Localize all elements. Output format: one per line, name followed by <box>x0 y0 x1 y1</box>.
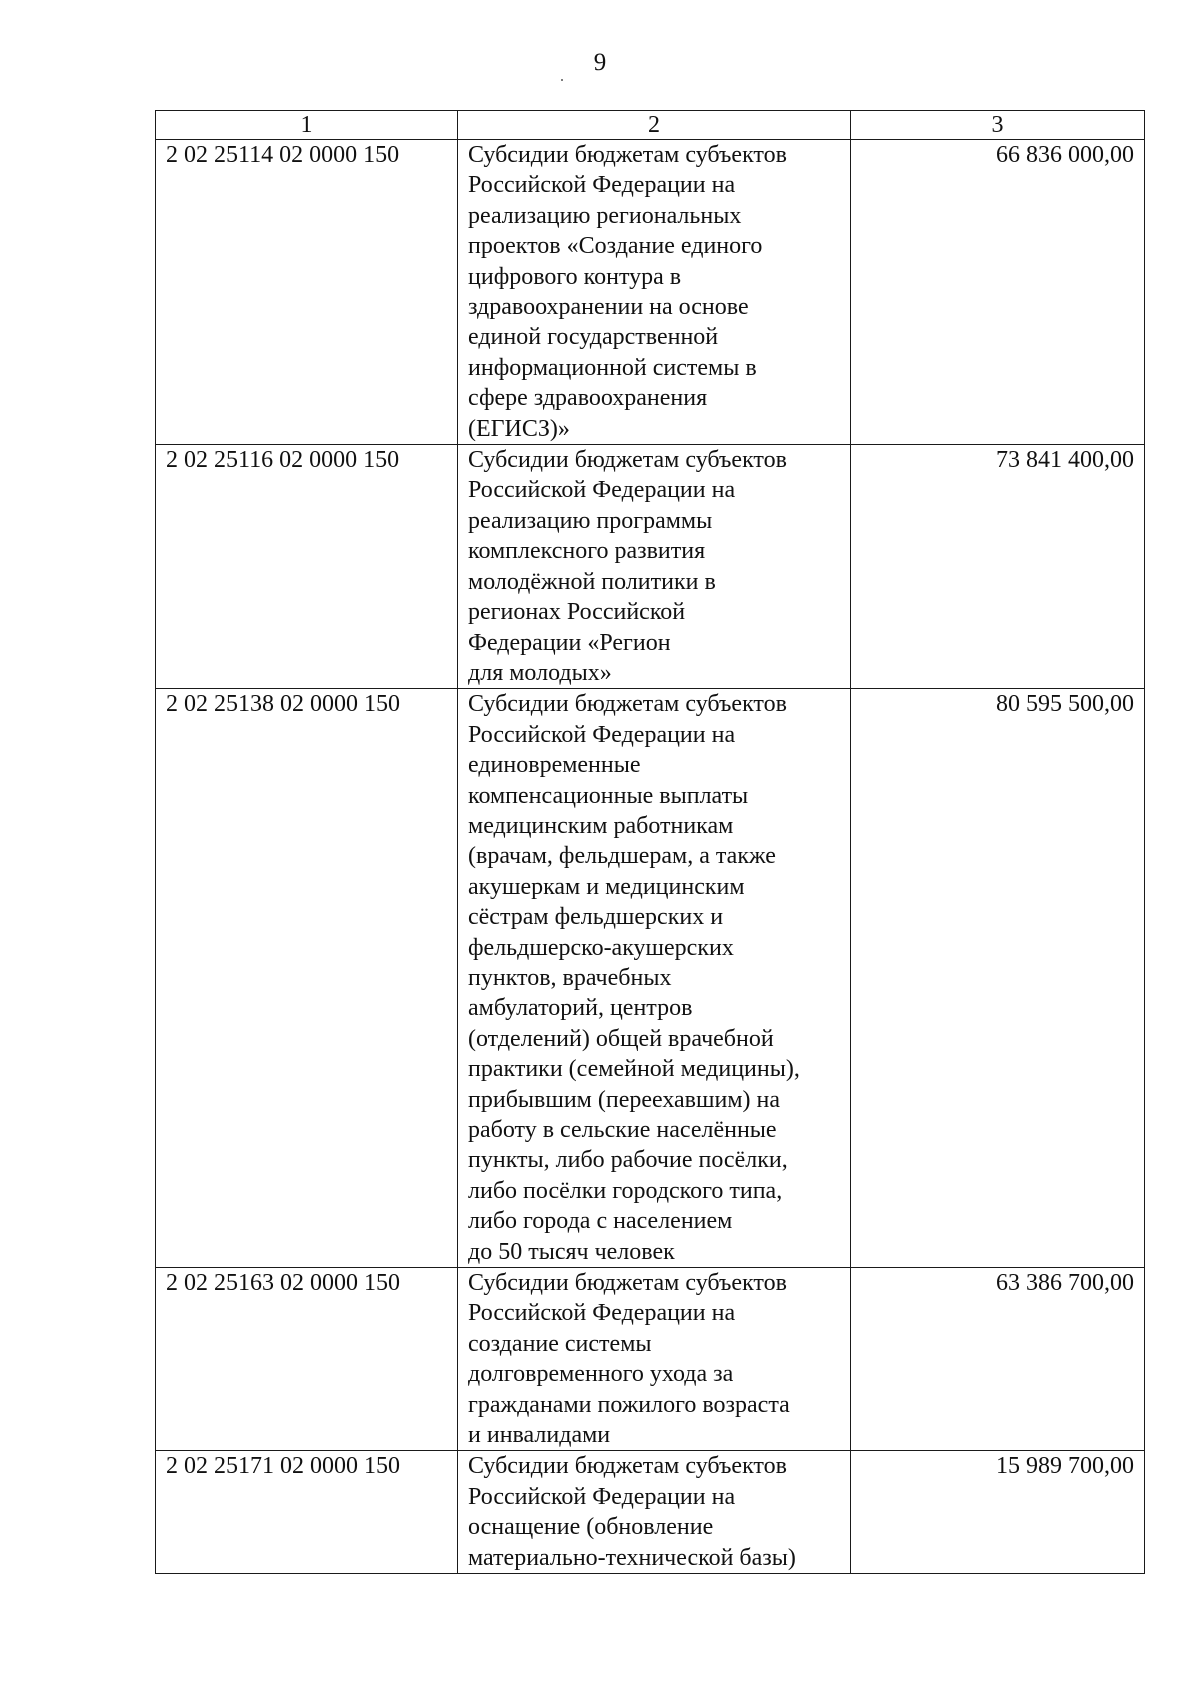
subsidy-description: Субсидии бюджетам субъектов Российской Федерации на реализацию программы комплексного развития молодёжной политики в регионах Российской Федерации «Регион для молодых» <box>458 445 851 689</box>
subsidy-description: Субсидии бюджетам субъектов Российской Федерации на единовременные компенсационные выплаты медицинским работникам (врачам, фельдшерам, а также акушеркам и медицинским сёстрам фельдшерских и фельдшерско-акушерских пунктов, врачебных амбулаторий, центров (отделений) общей врачебной практики (семейной медицины), прибывшим (переехавшим) на работу в сельские населённые пункты, либо рабочие посёлки, либо посёлки городского типа, либо города с населением до 50 тысяч человек <box>458 689 851 1268</box>
column-header-3: 3 <box>851 111 1145 140</box>
column-header-2: 2 <box>458 111 851 140</box>
table-row <box>156 1451 1145 1574</box>
subsidy-amount: 66 836 000,00 <box>851 140 1145 445</box>
budget-code: 2 02 25163 02 0000 150 <box>156 1268 458 1451</box>
subsidy-description: Субсидии бюджетам субъектов Российской Федерации на реализацию региональных проектов «Создание единого цифрового контура в здравоохранении на основе единой государственной информационной системы в сфере здравоохранения (ЕГИСЗ)» <box>458 140 851 445</box>
subsidy-description: Субсидии бюджетам субъектов Российской Федерации на создание системы долговременного ухода за гражданами пожилого возраста и инвалидами <box>458 1268 851 1451</box>
table-header-row <box>156 111 1145 140</box>
budget-table <box>155 110 1145 1574</box>
table-row <box>156 445 1145 689</box>
subsidy-description: Субсидии бюджетам субъектов Российской Федерации на оснащение (обновление материально-технической базы) <box>458 1451 851 1574</box>
budget-code: 2 02 25171 02 0000 150 <box>156 1451 458 1574</box>
subsidy-amount: 63 386 700,00 <box>851 1268 1145 1451</box>
table-row <box>156 140 1145 445</box>
subsidy-amount: 80 595 500,00 <box>851 689 1145 1268</box>
scan-speck <box>561 79 563 81</box>
subsidy-amount: 15 989 700,00 <box>851 1451 1145 1574</box>
subsidy-amount: 73 841 400,00 <box>851 445 1145 689</box>
table-row <box>156 689 1145 1268</box>
table-row <box>156 1268 1145 1451</box>
budget-code: 2 02 25138 02 0000 150 <box>156 689 458 1268</box>
budget-code: 2 02 25114 02 0000 150 <box>156 140 458 445</box>
column-header-1: 1 <box>156 111 458 140</box>
page-number: 9 <box>593 49 607 76</box>
budget-code: 2 02 25116 02 0000 150 <box>156 445 458 689</box>
